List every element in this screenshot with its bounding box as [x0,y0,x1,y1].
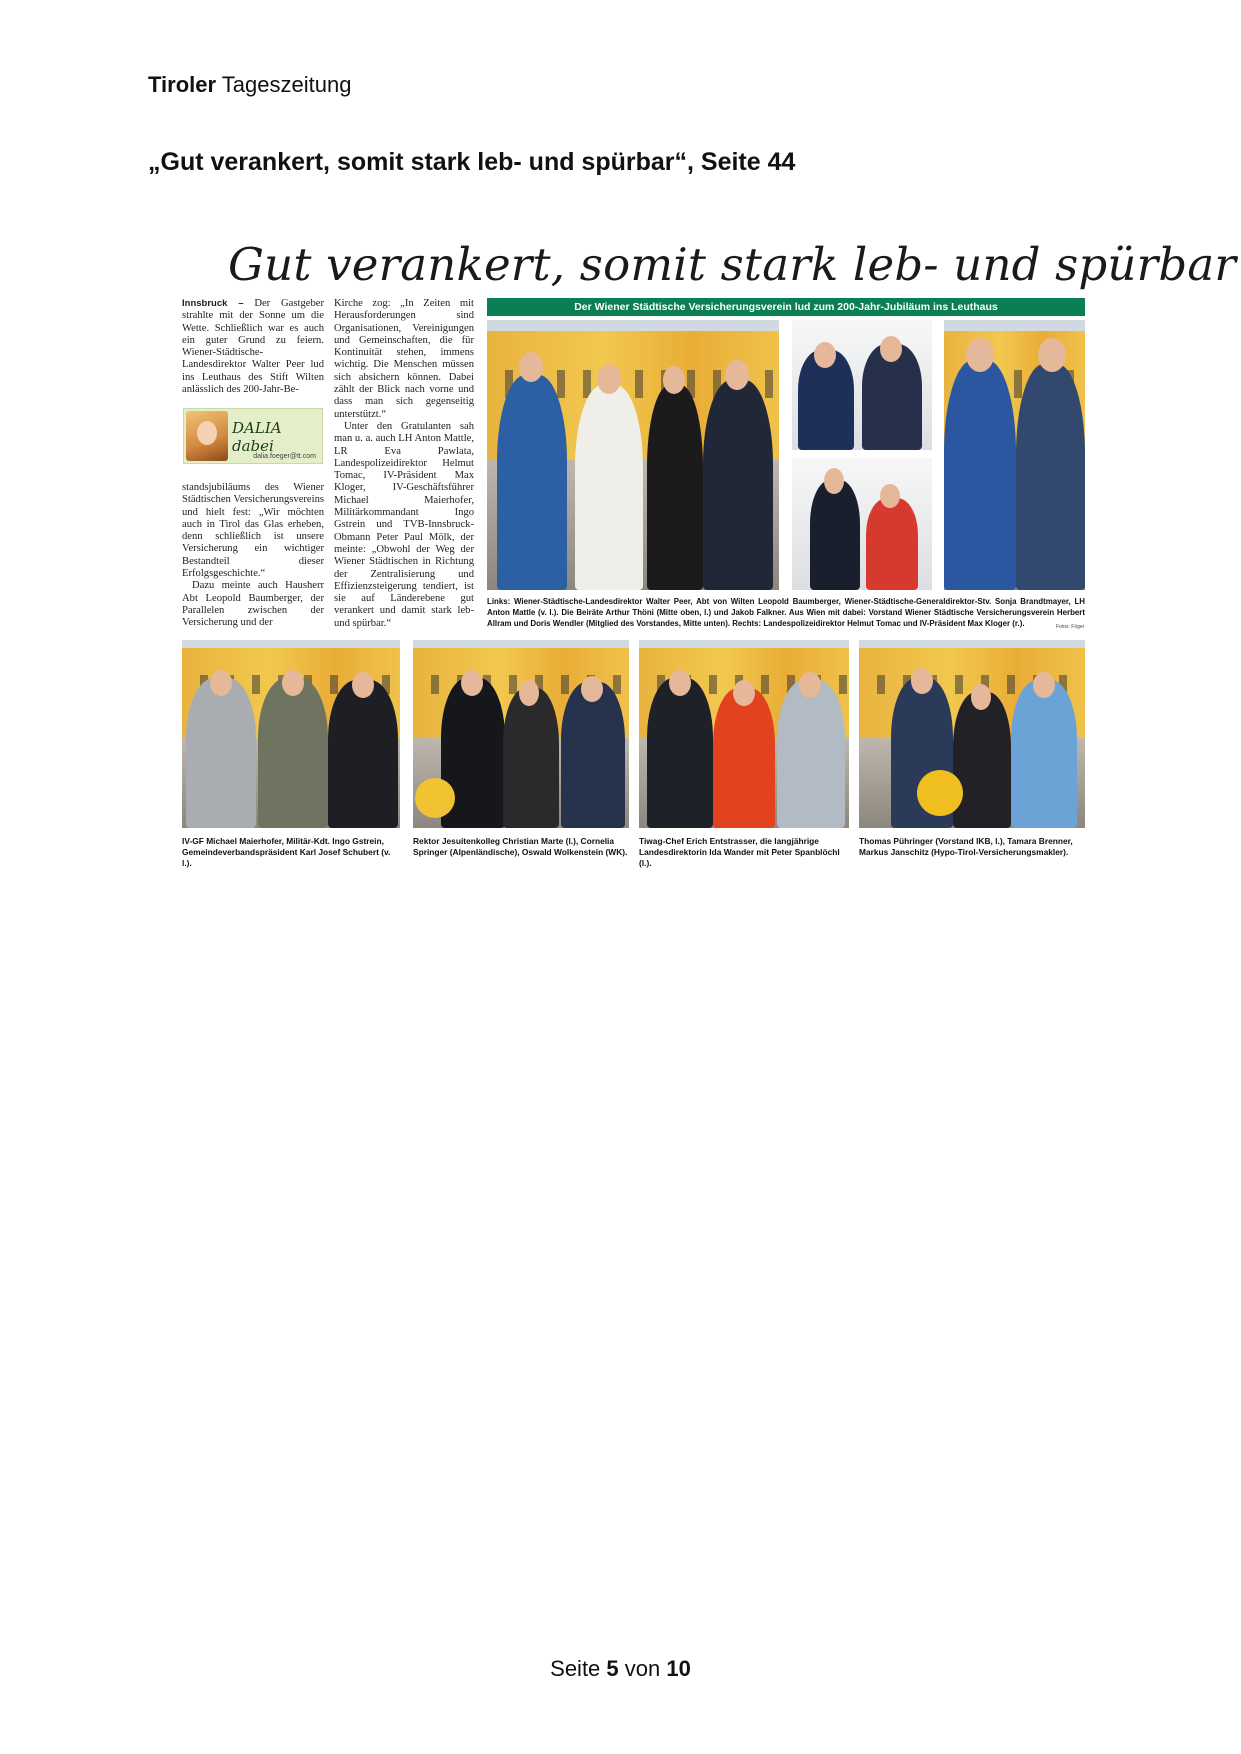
publication-name-bold: Tiroler [148,72,217,97]
person-head [663,366,685,394]
footer-prefix: Seite [550,1656,607,1681]
page-title: „Gut verankert, somit stark leb- und spürbar“, Seite 44 [148,148,796,176]
person-head [814,342,836,368]
person-figure [328,680,398,828]
newspaper-clipping [180,232,1237,868]
photo-bottom-1 [182,640,400,828]
photo-credit: Fotos: Föger [1056,624,1085,630]
article-column-1 [182,298,324,396]
article-column-2 [334,298,474,630]
author-portrait [186,411,228,461]
article-column-1-continued [182,482,324,630]
person-head [461,670,483,696]
dalia-label-name: DALIA [232,419,282,437]
person-figure [1011,680,1077,828]
person-head [581,676,603,702]
person-figure [503,688,559,828]
publication-name-rest: Tageszeitung [221,72,352,97]
person-head [911,668,933,694]
person-figure [497,375,567,590]
person-head [282,670,304,696]
photo-top-right [944,320,1085,590]
person-head [352,672,374,698]
footer-page-number: 5 [606,1656,619,1681]
person-head [880,484,900,508]
article-dateline: Innsbruck – [182,298,244,309]
person-head [880,336,902,362]
article-paragraph: Unter den Gratulanten sah man u. a. auch LH Anton Mattle, LR Eva Pawlata, Landespolizeidirektor Helmut Tomac, IV-Präsident Max Kloger, IV-Geschäftsführer Michael Maierhofer, Militärkommandant Ingo Gstrein und TVB-Innsbruck-Obmann Peter Paul Mölk, der meinte: „Obwohl der Weg der Wiener Städtischen in Richtung der Zentralisierung und Effizienzsteigerung tendiert, ist sie auf Länderebene gut verankert und damit stark leb- und spürbar.“ [334,420,474,629]
dalia-label-suffix: dabei [232,437,274,455]
person-figure [561,682,625,828]
person-figure [866,498,918,590]
footer-mid: von [618,1656,667,1681]
person-figure [647,385,703,590]
person-head [733,680,755,706]
article-paragraph: standsjubiläums des Wiener Städtischen Versicherungsvereins und hielt fest: „Wir möchten auch in Tirol das Glas erheben, denn schließlich ist unsere Versicherung ein wichtiger Bestandteil dieser Erfolgsgeschichte.“ [182,482,324,580]
footer-page-total: 10 [666,1656,691,1681]
photo-caption-top: Links: Wiener-Städtische-Landesdirektor Walter Peer, Abt von Wilten Leopold Baumberger, Wiener-Städtische-Generaldirektor-Stv. Sonja Brandtmayer, LH Anton Mattle (v. l.). Die Beiräte Arthur Thöni (Mitte oben, l.) und Jakob Falkner. Aus Wien mit dabei: Vorstand Wiener Städtische Versicherungsverein Herbert Allram und Doris Wendler (Mitglied des Vorstandes, Mitte unten). Rechts: Landespolizeidirektor Helmut Tomac und IV-Präsident Max Kloger (r.). [487,597,1085,628]
person-head [669,670,691,696]
photo-caption-bottom-2: Rektor Jesuitenkolleg Christian Marte (l.), Cornelia Springer (Alpenländische), Oswald Wolkenstein (WK). [413,836,628,857]
person-figure [186,678,256,828]
photo-caption-bottom-3: Tiwag-Chef Erich Entstrasser, die langjährige Landesdirektorin Ida Wander mit Peter Spanblöchl (l.). [639,836,840,868]
person-figure [944,360,1016,590]
article-intro: Der Gastgeber strahlte mit der Sonne um die Wette. Schließlich war es auch ein guter Grund zu feiern. Wiener-Städtische-Landesdirektor Walter Peer lud ins Leuthaus des Stift Wilten anlässlich des 200-Jahr-Be- [182,298,324,396]
article-paragraph: Dazu meinte auch Hausherr Abt Leopold Baumberger, der Parallelen zwischen der Versicherung und der [182,580,324,629]
person-head [519,680,539,706]
person-head [799,672,821,698]
person-head [1038,338,1066,372]
flower-bouquet [415,778,455,818]
person-figure [575,385,643,590]
person-head [725,360,749,390]
author-email: dalia.foeger@tt.com [253,453,316,460]
person-figure [647,678,713,828]
dalia-dabei-badge [183,408,323,464]
person-figure [713,688,775,828]
person-figure [703,380,773,590]
article-paragraph: Kirche zog: „In Zeiten mit Herausforderungen sind Organisationen, Vereinigungen und Gemeinschaften, die für Kontinuität stehen, immens wichtig. Die Menschen müssen sich absichern können. Dabei zählt der Blick nach vorne und dass man sich gegenseitig unterstützt.“ [334,298,474,420]
photo-caption-bottom-4: Thomas Pühringer (Vorstand IKB, l.), Tamara Brenner, Markus Janschitz (Hypo-Tirol-Versicherungsmakler). [859,836,1073,857]
photo-caption-bottom-1: IV-GF Michael Maierhofer, Militär-Kdt. Ingo Gstrein, Gemeindeverbandspräsident Karl Josef Schubert (v. l.). [182,836,391,868]
flower-bouquet [917,770,963,816]
page-footer [0,1656,1241,1682]
photo-bottom-2 [413,640,629,828]
article-headline: Gut verankert, somit stark leb- und spürbar [228,238,1237,291]
photo-bottom-4 [859,640,1085,828]
photo-section-banner: Der Wiener Städtische Versicherungsverein lud zum 200-Jahr-Jubiläum ins Leuthaus [487,298,1085,316]
person-head [597,364,621,394]
dalia-label [232,419,322,455]
photo-bottom-3 [639,640,849,828]
photo-middle-lower [792,458,932,590]
person-figure [810,480,860,590]
person-figure [1016,364,1085,590]
person-head [1033,672,1055,698]
publication-header [148,72,351,98]
person-head [971,684,991,710]
person-head [210,670,232,696]
person-head [824,468,844,494]
person-head [966,338,994,372]
group-photo-main [487,320,779,590]
person-figure [953,692,1011,828]
person-figure [777,680,845,828]
photo-top-middle [792,320,932,450]
person-head [519,352,543,382]
person-figure [258,678,328,828]
